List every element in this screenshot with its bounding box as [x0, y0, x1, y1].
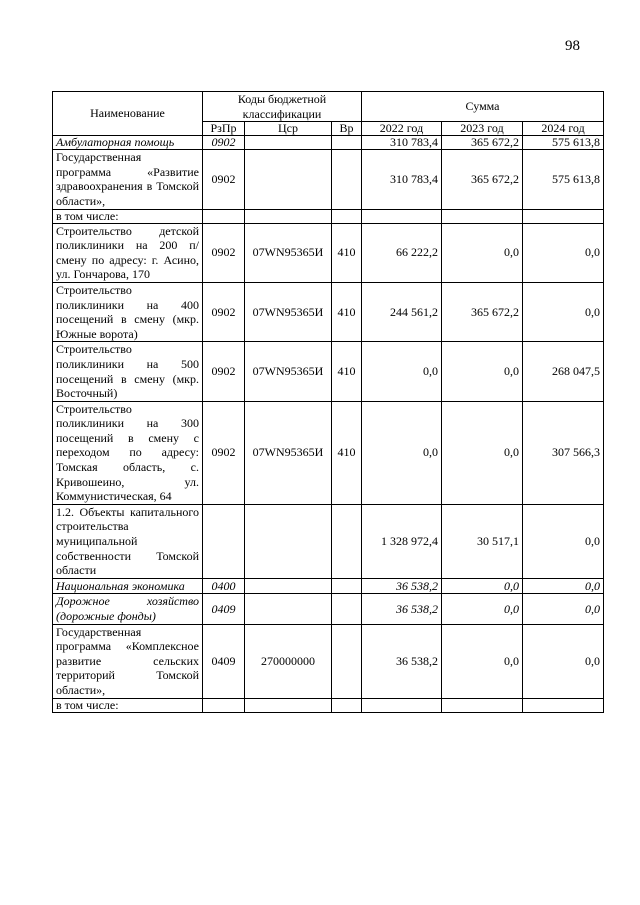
- row-name: Строительство поликлиники на 500 посещений в смену (мкр. Восточный): [53, 342, 203, 401]
- row-csr: 270000000: [245, 624, 332, 698]
- row-csr: [245, 698, 332, 712]
- row-2023: 30 517,1: [442, 504, 523, 578]
- table-row: [53, 282, 604, 341]
- row-rzpr: 0409: [203, 594, 245, 624]
- table-row: [53, 504, 604, 578]
- row-csr: [245, 578, 332, 594]
- row-2024: 268 047,5: [523, 342, 604, 401]
- row-2022: 0,0: [362, 342, 442, 401]
- row-2024: 0,0: [523, 223, 604, 282]
- row-csr: [245, 136, 332, 150]
- row-name: Национальная экономика: [53, 578, 203, 594]
- row-csr: 07WN95365И: [245, 282, 332, 341]
- row-vr: [332, 136, 362, 150]
- row-vr: [332, 594, 362, 624]
- row-name: Строительство поликлиники на 400 посещений в смену (мкр. Южные ворота): [53, 282, 203, 341]
- row-name: Государственная программа «Развитие здравоохранения в Томской области»,: [53, 150, 203, 209]
- row-2022: [362, 209, 442, 223]
- header-rzpr: РзПр: [203, 122, 245, 136]
- row-2023: 0,0: [442, 223, 523, 282]
- row-2022: 1 328 972,4: [362, 504, 442, 578]
- row-name: в том числе:: [53, 698, 203, 712]
- header-2023: 2023 год: [442, 122, 523, 136]
- row-2022: 244 561,2: [362, 282, 442, 341]
- row-vr: [332, 698, 362, 712]
- row-2023: 0,0: [442, 594, 523, 624]
- header-codes: Коды бюджетной классификации: [203, 92, 362, 122]
- row-2022: [362, 698, 442, 712]
- header-row: [53, 92, 604, 122]
- row-2022: 36 538,2: [362, 578, 442, 594]
- row-vr: [332, 504, 362, 578]
- row-2024: 0,0: [523, 594, 604, 624]
- row-rzpr: 0902: [203, 223, 245, 282]
- row-2022: 66 222,2: [362, 223, 442, 282]
- row-vr: [332, 150, 362, 209]
- row-2024: 0,0: [523, 578, 604, 594]
- row-name: Амбулаторная помощь: [53, 136, 203, 150]
- row-csr: 07WN95365И: [245, 342, 332, 401]
- budget-table: [52, 91, 604, 713]
- table-row: [53, 150, 604, 209]
- row-csr: [245, 150, 332, 209]
- table-row: [53, 624, 604, 698]
- row-2024: [523, 209, 604, 223]
- table-row: [53, 223, 604, 282]
- row-rzpr: 0902: [203, 150, 245, 209]
- row-rzpr: [203, 209, 245, 223]
- table-row: [53, 209, 604, 223]
- row-2022: 36 538,2: [362, 594, 442, 624]
- header-csr: Цср: [245, 122, 332, 136]
- table-row: [53, 401, 604, 504]
- page-number: 98: [565, 38, 580, 54]
- row-rzpr: 0409: [203, 624, 245, 698]
- row-rzpr: 0400: [203, 578, 245, 594]
- row-vr: 410: [332, 223, 362, 282]
- row-2023: 0,0: [442, 401, 523, 504]
- row-csr: 07WN95365И: [245, 401, 332, 504]
- row-vr: [332, 624, 362, 698]
- row-rzpr: 0902: [203, 282, 245, 341]
- row-2024: 307 566,3: [523, 401, 604, 504]
- row-csr: [245, 504, 332, 578]
- table-row: [53, 594, 604, 624]
- row-csr: [245, 209, 332, 223]
- header-2024: 2024 год: [523, 122, 604, 136]
- table-row: [53, 698, 604, 712]
- row-2023: 365 672,2: [442, 282, 523, 341]
- row-rzpr: 0902: [203, 401, 245, 504]
- row-2024: [523, 698, 604, 712]
- row-2024: 575 613,8: [523, 150, 604, 209]
- row-2024: 0,0: [523, 282, 604, 341]
- row-rzpr: [203, 504, 245, 578]
- row-rzpr: 0902: [203, 136, 245, 150]
- row-2023: 365 672,2: [442, 136, 523, 150]
- row-vr: [332, 209, 362, 223]
- row-2024: 575 613,8: [523, 136, 604, 150]
- row-csr: [245, 594, 332, 624]
- row-name: в том числе:: [53, 209, 203, 223]
- row-name: Дорожное хозяйство (дорожные фонды): [53, 594, 203, 624]
- row-name: Строительство поликлиники на 300 посещений в смену с переходом по адресу: Томская область, с. Кривошеино, ул. Коммунистическая, 64: [53, 401, 203, 504]
- row-csr: 07WN95365И: [245, 223, 332, 282]
- table-row: [53, 342, 604, 401]
- row-name: 1.2. Объекты капитального строительства муниципальной собственности Томской области: [53, 504, 203, 578]
- row-name: Государственная программа «Комплексное развитие сельских территорий Томской области»,: [53, 624, 203, 698]
- row-2023: [442, 209, 523, 223]
- row-rzpr: [203, 698, 245, 712]
- row-2022: 310 783,4: [362, 150, 442, 209]
- row-vr: [332, 578, 362, 594]
- row-2023: 0,0: [442, 342, 523, 401]
- row-2022: 0,0: [362, 401, 442, 504]
- row-2023: [442, 698, 523, 712]
- row-2024: 0,0: [523, 504, 604, 578]
- header-sum: Сумма: [362, 92, 604, 122]
- row-2023: 0,0: [442, 624, 523, 698]
- row-2023: 0,0: [442, 578, 523, 594]
- row-2023: 365 672,2: [442, 150, 523, 209]
- header-2022: 2022 год: [362, 122, 442, 136]
- header-name: Наименование: [53, 92, 203, 136]
- row-vr: 410: [332, 342, 362, 401]
- row-rzpr: 0902: [203, 342, 245, 401]
- header-vr: Вр: [332, 122, 362, 136]
- table-row: [53, 578, 604, 594]
- row-2022: 36 538,2: [362, 624, 442, 698]
- row-2022: 310 783,4: [362, 136, 442, 150]
- table-row: [53, 136, 604, 150]
- row-2024: 0,0: [523, 624, 604, 698]
- row-vr: 410: [332, 282, 362, 341]
- row-vr: 410: [332, 401, 362, 504]
- row-name: Строительство детской поликлиники на 200 п/смену по адресу: г. Асино, ул. Гончарова, 170: [53, 223, 203, 282]
